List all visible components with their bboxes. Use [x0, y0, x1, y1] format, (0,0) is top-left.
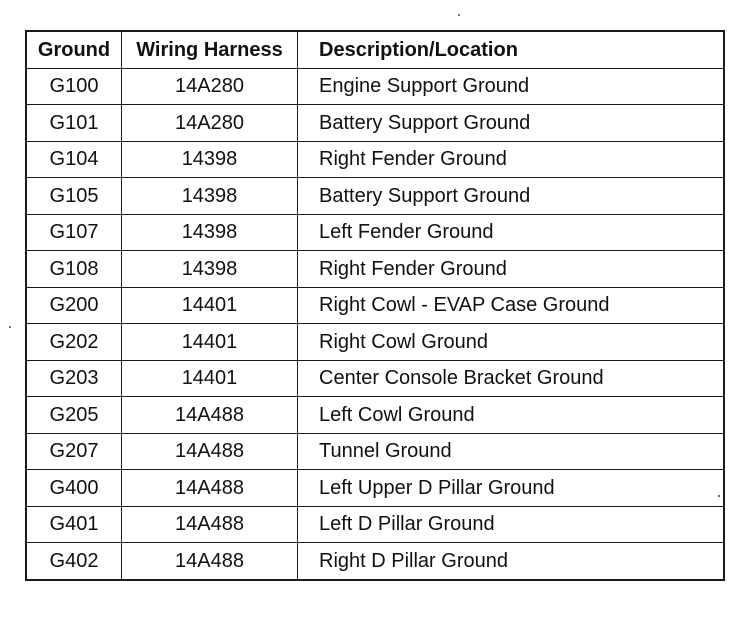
description-cell: Left D Pillar Ground	[298, 506, 725, 543]
ground-id-cell: G400	[26, 470, 122, 507]
scan-speck	[9, 326, 11, 328]
header-description-location: Description/Location	[298, 31, 725, 68]
table-row	[26, 105, 724, 142]
ground-id-cell: G402	[26, 543, 122, 580]
wiring-harness-cell: 14A488	[122, 506, 298, 543]
table-row	[26, 178, 724, 215]
description-cell: Left Cowl Ground	[298, 397, 725, 434]
table-body	[26, 68, 724, 580]
ground-id-cell: G205	[26, 397, 122, 434]
wiring-harness-cell: 14A488	[122, 397, 298, 434]
scan-speck	[458, 14, 460, 16]
table-row	[26, 251, 724, 288]
scan-speck	[718, 495, 720, 497]
ground-id-cell: G203	[26, 360, 122, 397]
description-cell: Right Cowl Ground	[298, 324, 725, 361]
wiring-harness-cell: 14A488	[122, 543, 298, 580]
wiring-harness-cell: 14401	[122, 287, 298, 324]
description-cell: Left Upper D Pillar Ground	[298, 470, 725, 507]
wiring-harness-cell: 14401	[122, 360, 298, 397]
table-row	[26, 360, 724, 397]
wiring-harness-cell: 14398	[122, 214, 298, 251]
ground-id-cell: G101	[26, 105, 122, 142]
ground-id-cell: G107	[26, 214, 122, 251]
wiring-harness-cell: 14398	[122, 178, 298, 215]
table-header	[26, 31, 724, 68]
ground-locations-table	[25, 30, 725, 581]
description-cell: Right Fender Ground	[298, 141, 725, 178]
header-wiring-harness: Wiring Harness	[122, 31, 298, 68]
ground-id-cell: G207	[26, 433, 122, 470]
table-row	[26, 506, 724, 543]
ground-id-cell: G108	[26, 251, 122, 288]
description-cell: Right Cowl - EVAP Case Ground	[298, 287, 725, 324]
description-cell: Center Console Bracket Ground	[298, 360, 725, 397]
description-cell: Right D Pillar Ground	[298, 543, 725, 580]
table-row	[26, 397, 724, 434]
wiring-harness-cell: 14401	[122, 324, 298, 361]
wiring-harness-cell: 14A280	[122, 105, 298, 142]
wiring-harness-cell: 14A488	[122, 433, 298, 470]
ground-id-cell: G401	[26, 506, 122, 543]
ground-id-cell: G200	[26, 287, 122, 324]
description-cell: Battery Support Ground	[298, 178, 725, 215]
table-row	[26, 433, 724, 470]
wiring-harness-cell: 14A280	[122, 68, 298, 105]
ground-id-cell: G202	[26, 324, 122, 361]
description-cell: Left Fender Ground	[298, 214, 725, 251]
description-cell: Engine Support Ground	[298, 68, 725, 105]
table-row	[26, 324, 724, 361]
description-cell: Tunnel Ground	[298, 433, 725, 470]
table-row	[26, 141, 724, 178]
description-cell: Battery Support Ground	[298, 105, 725, 142]
table-row	[26, 543, 724, 580]
wiring-harness-cell: 14A488	[122, 470, 298, 507]
ground-id-cell: G105	[26, 178, 122, 215]
table-row	[26, 68, 724, 105]
header-ground: Ground	[26, 31, 122, 68]
header-row	[26, 31, 724, 68]
table-row	[26, 214, 724, 251]
wiring-harness-cell: 14398	[122, 141, 298, 178]
table-row	[26, 470, 724, 507]
table-row	[26, 287, 724, 324]
ground-id-cell: G100	[26, 68, 122, 105]
wiring-harness-cell: 14398	[122, 251, 298, 288]
ground-id-cell: G104	[26, 141, 122, 178]
description-cell: Right Fender Ground	[298, 251, 725, 288]
